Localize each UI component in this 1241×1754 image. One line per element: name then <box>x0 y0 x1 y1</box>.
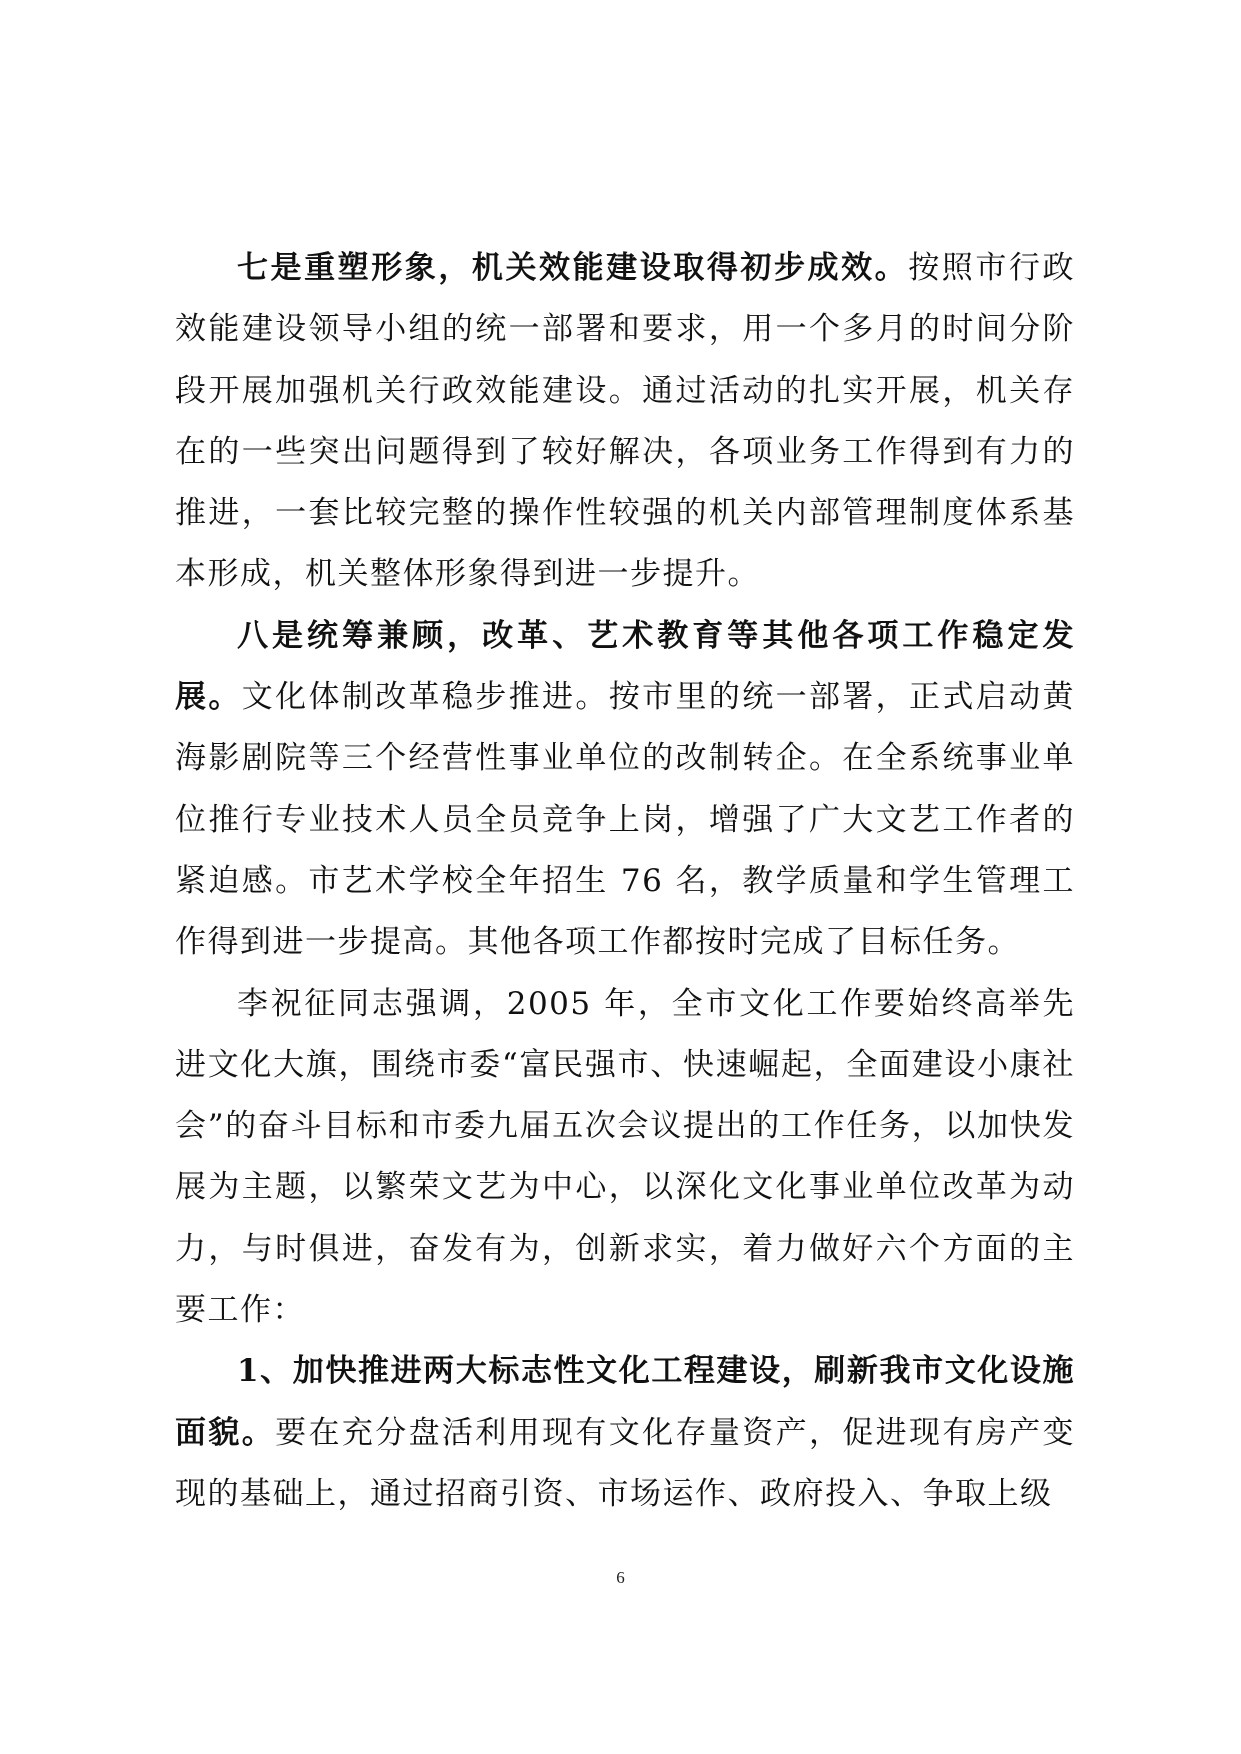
paragraph-eight <box>175 606 1075 974</box>
paragraph-text: 要在充分盘活利用现有文化存量资产，促进现有房产变现的基础上，通过招商引资、市场运作、政府投入、争取上级 <box>175 1414 1076 1512</box>
document-body <box>175 238 1075 1525</box>
paragraph-heading: 1、加快推进两大标志性文化工程建设，刷新我市文化设施面貌。 <box>175 1353 1075 1451</box>
paragraph-text: 按照市行政效能建设领导小组的统一部署和要求，用一个多月的时间分阶段开展加强机关行政效能建设。通过活动的扎实开展，机关存在的一些突出问题得到了较好解决，各项业务工作得到有力的推进，一套比较完整的操作性较强的机关内部管理制度体系基本形成，机关整体形象得到进一步提升。 <box>175 250 1075 593</box>
paragraph-emphasis <box>175 974 1075 1342</box>
paragraph-task-one <box>175 1341 1075 1525</box>
paragraph-heading: 八是统筹兼顾，改革、艺术教育等其他各项工作稳定发展。 <box>175 617 1075 716</box>
paragraph-seven <box>175 238 1075 606</box>
paragraph-text: 文化体制改革稳步推进。按市里的统一部署，正式启动黄海影剧院等三个经营性事业单位的改制转企。在全系统事业单位推行专业技术人员全员竞争上岗，增强了广大文艺工作者的紧迫感。市艺术学校全年招生 76 名，教学质量和学生管理工作得到进一步提高。其他各项工作都按时完成了目标任务。 <box>175 679 1076 961</box>
paragraph-text: 李祝征同志强调，2005 年，全市文化工作要始终高举先进文化大旗，围绕市委“富民强市、快速崛起，全面建设小康社会”的奋斗目标和市委九届五次会议提出的工作任务，以加快发展为主题，以繁荣文艺为中心，以深化文化事业单位改革为动力，与时俱进，奋发有为，创新求实，着力做好六个方面的主要工作： <box>175 985 1075 1329</box>
page-number: 6 <box>616 1568 625 1587</box>
paragraph-heading: 七是重塑形象，机关效能建设取得初步成效。 <box>237 250 909 286</box>
